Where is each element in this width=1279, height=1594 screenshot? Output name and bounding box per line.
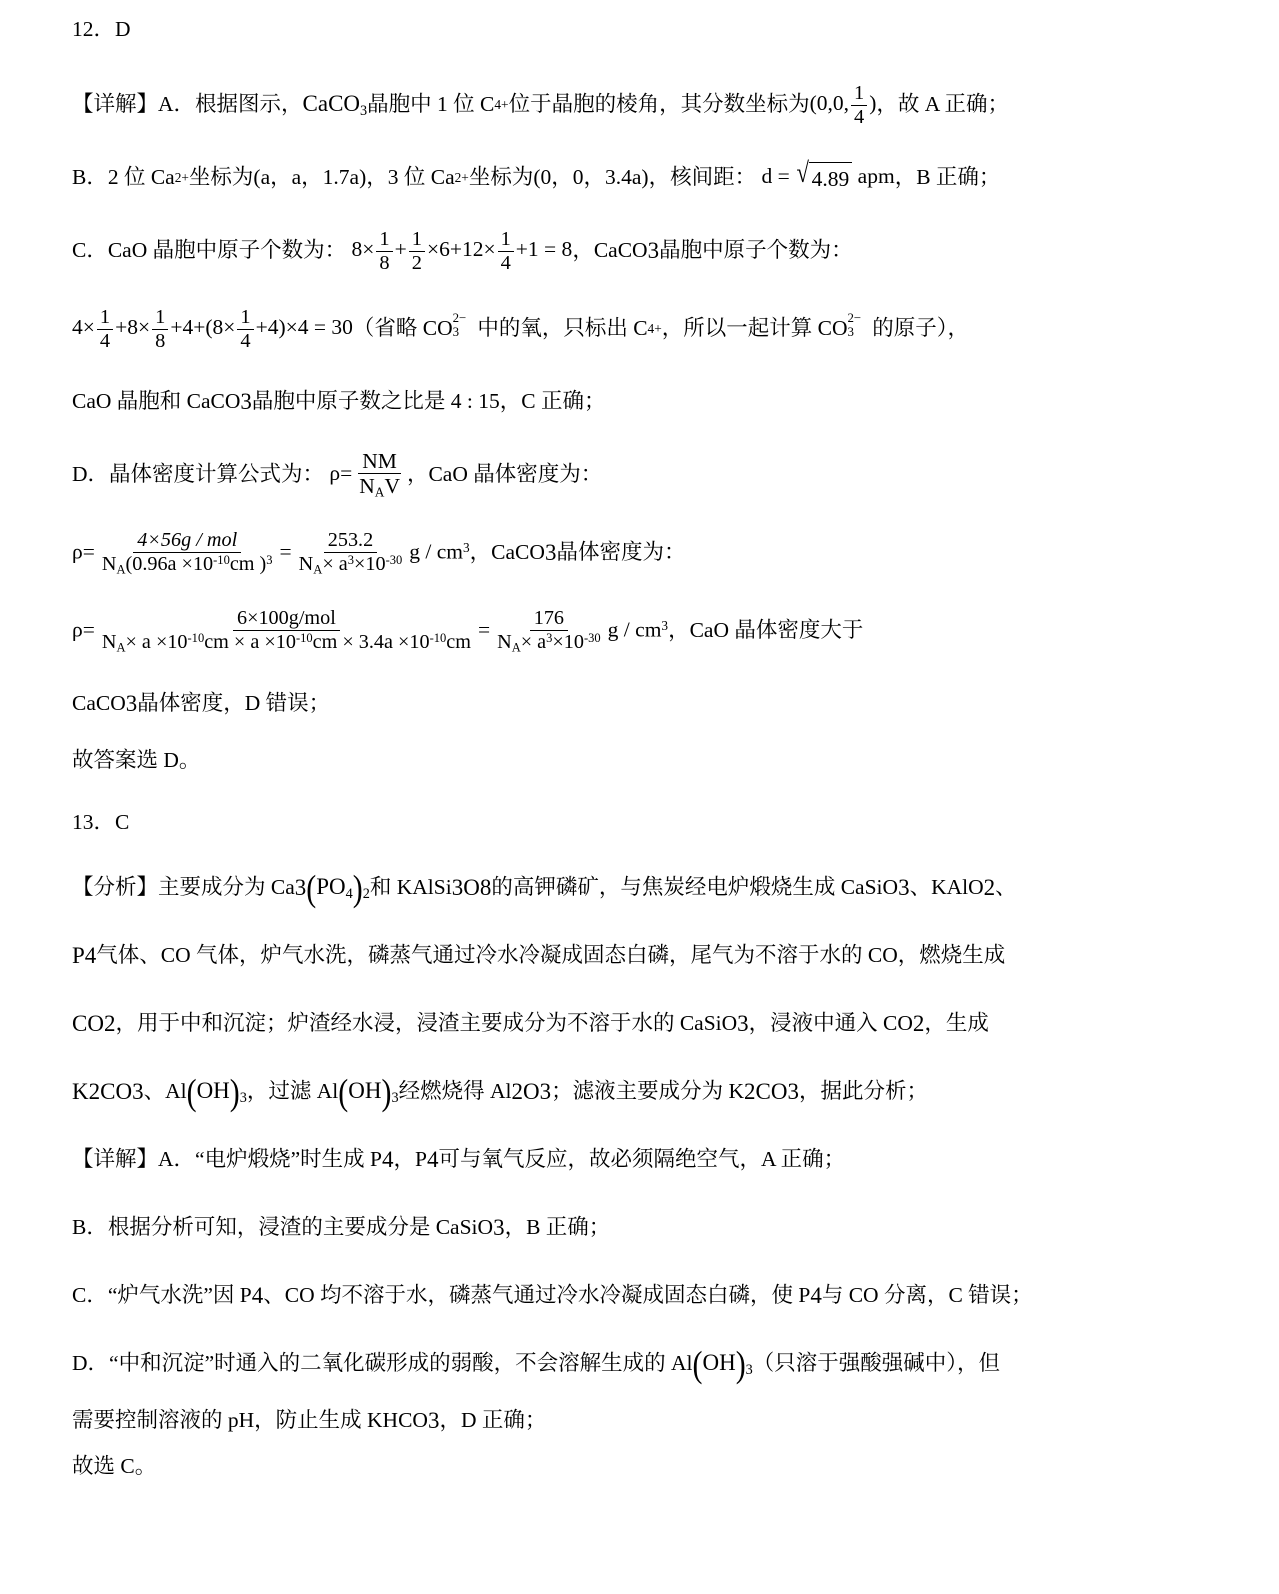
q13-d-t4: ，D 正确； [439,1408,547,1433]
k2-sub: 2 [88,1079,101,1105]
al2-sub: 2 [511,1079,523,1105]
q13-c-t1: C．“炉气水洗”因 P [72,1283,252,1308]
cao-density-expression: ρ= $\frac{\text{4×56g / mol}}{N_A(0.96a \times 10^{-10}cm )^3}$ = $\frac{253.2}{N_A\times a^3\times 10^{-30}}$ g / $cm^3$ [72,528,470,577]
ca2plus-charge-1: 2+ [174,170,189,185]
equals-sign-2: = [477,616,491,641]
p4-sub: 4 [84,943,97,969]
caco3-density-denominator-2: $N_A\times a^3\times 10^{-30}$ [497,630,601,655]
q12-option-d-conclusion [72,670,1219,738]
q13-analysis-l4f: ；滤液主要成分为 K [551,1079,744,1104]
casio3-sub: 3 [898,875,910,901]
interatomic-distance-expression: d = √ 4.89 apm [761,162,894,194]
caco3-density-denominator: $N_A\times a \times 10^{-10}cm \times a \times 10^{-10}cm \times 3.4a \times 10^{-10}cm$ [101,630,471,655]
fraction-1-4-b: $\frac{1}{4}$ [97,307,113,351]
density-unit-2: g / cm [607,616,662,641]
question-13-answer [72,800,1219,846]
q12-a-prefix: A．根据图示， [158,92,303,117]
q12-c-note-open: （省略 CO [352,316,453,341]
q12-option-c-line3 [72,368,1219,436]
q12-d-conclusion-pre: CaCO [72,691,126,716]
q12-c-ratio-prefix: CaO 晶胞和 CaCO [72,389,241,414]
q12-final-answer [72,738,1219,784]
casio3-sub-b: 3 [493,1215,505,1241]
kalo2-sub: 2 [983,875,996,901]
density-unit-1: g / cm [409,538,463,563]
caco3-sub-3: 3 [544,540,557,566]
q13-analysis-line4 [72,1058,1219,1126]
si3-sub: 3 [451,875,464,901]
q13-a-t3: 可与氧气反应，故必须隔绝空气，A 正确； [438,1147,846,1172]
q13-analysis-l4c: 、Al [143,1079,187,1104]
q12-a-mid2: 位于晶胞的棱角，其分数坐标为 [508,92,810,117]
q13-a-t1: A．“电炉煅烧”时生成 P [158,1147,382,1172]
q12-d-density-tail: ，CaO 晶体密度大于 [668,618,864,643]
q13-d-t3: 需要控制溶液的 pH，防止生成 KHCO [72,1408,428,1433]
q12-option-b [72,144,1219,212]
q13-analysis-l1c: 的高钾磷矿，与焦炭经电炉煅烧生成 CaSiO [491,875,899,900]
p4-sub-a2: 4 [426,1147,439,1173]
equals-sign-1: = [279,538,292,563]
q13-analysis-l3d: ，生成 [924,1011,989,1036]
q12-d-prefix: D．晶体密度计算公式为： [72,462,325,487]
fractional-coordinate: (0,0, $\frac{1}{4}$ ) [809,82,877,128]
square-root: √ 4.89 [795,162,852,194]
q13-b-t2: ，B 正确； [504,1215,611,1240]
p4-sub-c1: 4 [251,1283,264,1309]
q12-caco3-label-post: 晶体密度为： [556,540,686,565]
q12-a-mid1: 晶胞中 1 位 C [367,92,495,117]
carbonate-charge-2: 2− 3 [847,311,862,339]
q13-analysis-l4e: 经燃烧得 Al [398,1079,512,1104]
q13-analysis-l1d: 、KAlO [909,875,984,900]
co2-symbol: CO [72,1011,104,1037]
analysis-tag: 【分析】 [72,875,159,900]
al2o3-o: O [522,1079,540,1105]
q12-caco3-label-pre: ，CaCO [469,540,545,565]
q13-d-t2: （只溶于强酸强碱中），但 [752,1351,1001,1376]
k2co3-co: CO [100,1079,133,1105]
caco3-sub-2: 3 [240,389,252,415]
aluminium-hydroxide-1: $(OH)_3$ [186,1071,247,1113]
q13-d-t1: D．“中和沉淀”时通入的二氧化碳形成的弱酸，不会溶解生成的 Al [72,1351,693,1376]
one-quarter-fraction: $\frac{1}{4}$ [851,83,867,127]
fraction-1-8-b: $\frac{1}{8}$ [152,307,168,351]
q12-caco3-density-line [72,592,1219,670]
cao-density-fraction-2: $\frac{253.2}{N_A\times a^3\times 10^{-30}}$ [295,530,407,577]
na-v-denominator: $N_AV$ [359,474,400,501]
k2co3-k: K [72,1079,89,1105]
q12-c-mid: ，CaCO [572,238,648,263]
q12-c-ratio-text: 晶胞中原子数之比是 4 : 15 [251,389,500,414]
q13-analysis-l4g: ，据此分析； [798,1079,928,1104]
q12-b-mid1: 坐标为(a，a，1.7a)，3 位 Ca [188,165,455,190]
q12-d-conclusion-post: 晶体密度，D 错误； [137,691,331,716]
fraction-1-2: $\frac{1}{2}$ [409,229,425,273]
ca3-sub: 3 [294,875,307,901]
q12-b-prefix: B．2 位 Ca [72,165,175,190]
q13-explain-tag: 【详解】 [72,1147,159,1172]
q13-analysis-l4d: ，过滤 Al [246,1079,339,1104]
aluminium-hydroxide-2: $(OH)_3$ [338,1071,399,1113]
casio3-sub-2: 3 [737,1011,749,1037]
q13-a-t2: ，P [393,1147,427,1172]
q12-c-ratio-tail: ，C 正确； [499,389,606,414]
q13-analysis-l2b: 气体、CO 气体，炉气水洗，磷蒸气通过冷水冷凝成固态白磷，尾气为不溶于水的 CO，燃烧生成 [96,943,1006,968]
q12-cao-density-line [72,514,1219,592]
k2co3-co-2: CO [755,1079,788,1105]
o8-sub: 8 [479,875,492,901]
question-12-answer-text: 12．D [72,17,131,42]
q13-analysis-line3 [72,990,1219,1058]
q13-final-answer [72,1444,1219,1490]
phosphate-group: $(PO_4)_2$ [306,867,370,909]
al2o3-sub: 3 [539,1079,552,1105]
cao-density-numerator: 4×56g / mol [133,530,241,553]
carbonate-charge-1: 2− 3 [452,311,467,339]
caco3-atom-count-expression: 4× $\frac{1}{4}$ +8× $\frac{1}{8}$ +4+(8× $\frac{1}{4}$ +4)×4 = 30 [72,306,353,352]
co2-sub: 2 [103,1011,116,1037]
caco3-density-fraction-1: $\frac{\text{6×100g/mol}}{N_A\times a \times 10^{-10}cm \times a \times 10^{-10}cm \times 3.4a \times 10^{-10}cm}$ [98,608,475,655]
q12-c-note-mid2: ，所以一起计算 CO [661,316,848,341]
q13-b-t1: B．根据分析可知，浸渣的主要成分是 CaSiO [72,1215,494,1240]
radical-sign-icon: √ [796,158,810,190]
c4plus-charge: 4+ [494,97,509,112]
q13-option-d-line1 [72,1330,1219,1398]
caco3-sub: 3 [647,238,660,264]
q13-analysis-l1e: 、 [995,875,1017,900]
q13-analysis-l1b: 和 KAlSi [369,875,452,900]
q13-analysis-l3c: ，浸液中通入 CO [748,1011,913,1036]
question-12-answer [72,10,1219,50]
caco3-sub-4: 3 [125,691,138,717]
q12-c-note-tail: 的原子）， [872,316,969,341]
caco3-density-expression: ρ= $\frac{\text{6×100g/mol}}{N_A\times a \times 10^{-10}cm \times a \times 10^{-10}cm \times 3.4a \times 10^{-10}cm}$ = $\frac{176}{N_A\times a^3\times 10^{-30}}$ g / $cm^3$ [72,606,669,655]
q12-d-mid: ，CaO 晶体密度为： [406,462,603,487]
q13-analysis-l1a: 主要成分为 Ca [158,875,295,900]
q13-option-c [72,1262,1219,1330]
q12-a-tail: ，故 A 正确； [876,92,1009,117]
q13-analysis-line2 [72,922,1219,990]
q12-b-tail: ，B 正确； [894,165,1001,190]
o-atom: O [463,875,480,901]
fraction-1-4-c: $\frac{1}{4}$ [237,307,253,351]
cao-atom-count-expression: 8× $\frac{1}{8}$ + $\frac{1}{2}$ ×6+12× $\frac{1}{4}$ +1 = 8 [351,228,573,274]
q12-c-mid-tail: 晶胞中原子个数为： [659,238,853,263]
q13-option-d-line2 [72,1398,1219,1444]
q12-option-a [72,66,1219,144]
caco3-formula: CaCO$_3$ [302,91,368,120]
q13-option-a [72,1126,1219,1194]
cao-density-fraction-1 [98,530,277,577]
cao-density-denominator-2: $N_A\times a^3\times 10^{-30}$ [298,552,403,577]
density-unit-2-sup: 3 [661,617,669,633]
p4-symbol: P [72,943,85,969]
fraction-1-8: $\frac{1}{8}$ [376,229,392,273]
co2-sub-2: 2 [912,1011,925,1037]
q13-option-b [72,1194,1219,1262]
p4-sub-a1: 4 [381,1147,394,1173]
khco3-sub: 3 [427,1408,440,1434]
p4-sub-c2: 4 [810,1283,822,1309]
k2co3-sub-2: 3 [787,1079,799,1105]
q13-c-t2: 、CO 均不溶于水，磷蒸气通过冷水冷凝成固态白磷，使 P [263,1283,811,1308]
fraction-1-4: $\frac{1}{4}$ [498,229,514,273]
caco3-density-fraction-2: $\frac{176}{N_A\times a^3\times 10^{-30}}$ [493,608,605,655]
q13-c-t3: 与 CO 分离，C 错误； [821,1283,1033,1308]
ca2plus-charge-2: 2+ [454,170,469,185]
q13-analysis-l3b: ，用于中和沉淀；炉渣经水浸，浸渣主要成分为不溶于水的 CaSiO [115,1011,738,1036]
k2-sub-2: 2 [744,1079,756,1105]
density-formula: ρ= $\frac{NM}{N_AV}$ [329,450,407,500]
q13-analysis-line1 [72,854,1219,922]
q12-option-d-line1 [72,436,1219,514]
aluminium-hydroxide-3: $(OH)_3$ [692,1343,753,1385]
k2co3-sub: 3 [132,1079,144,1105]
q12-c-prefix: C．CaO 晶胞中原子个数为： [72,238,347,263]
density-unit-1-sup: 3 [463,539,470,555]
q12-c-note-mid: 中的氧，只标出 C [477,316,648,341]
cao-density-denominator: $N_A(0.96a \times 10^{-10}cm$ )$^3$ [101,552,273,577]
nm-over-nav-fraction: $\frac{NM}{N_AV}$ [355,450,404,500]
q13-final-answer-text: 故选 C。 [72,1454,157,1479]
c4plus-charge-2: 4+ [647,321,662,336]
q12-final-answer-text: 故答案选 D。 [72,748,201,773]
question-13-answer-text: 13．C [72,810,130,835]
q12-b-mid2: 坐标为(0，0，3.4a)，核间距： [468,165,757,190]
q12-option-c-line2 [72,290,1219,368]
explain-tag: 【详解】 [72,92,159,117]
q12-option-c-line1 [72,212,1219,290]
